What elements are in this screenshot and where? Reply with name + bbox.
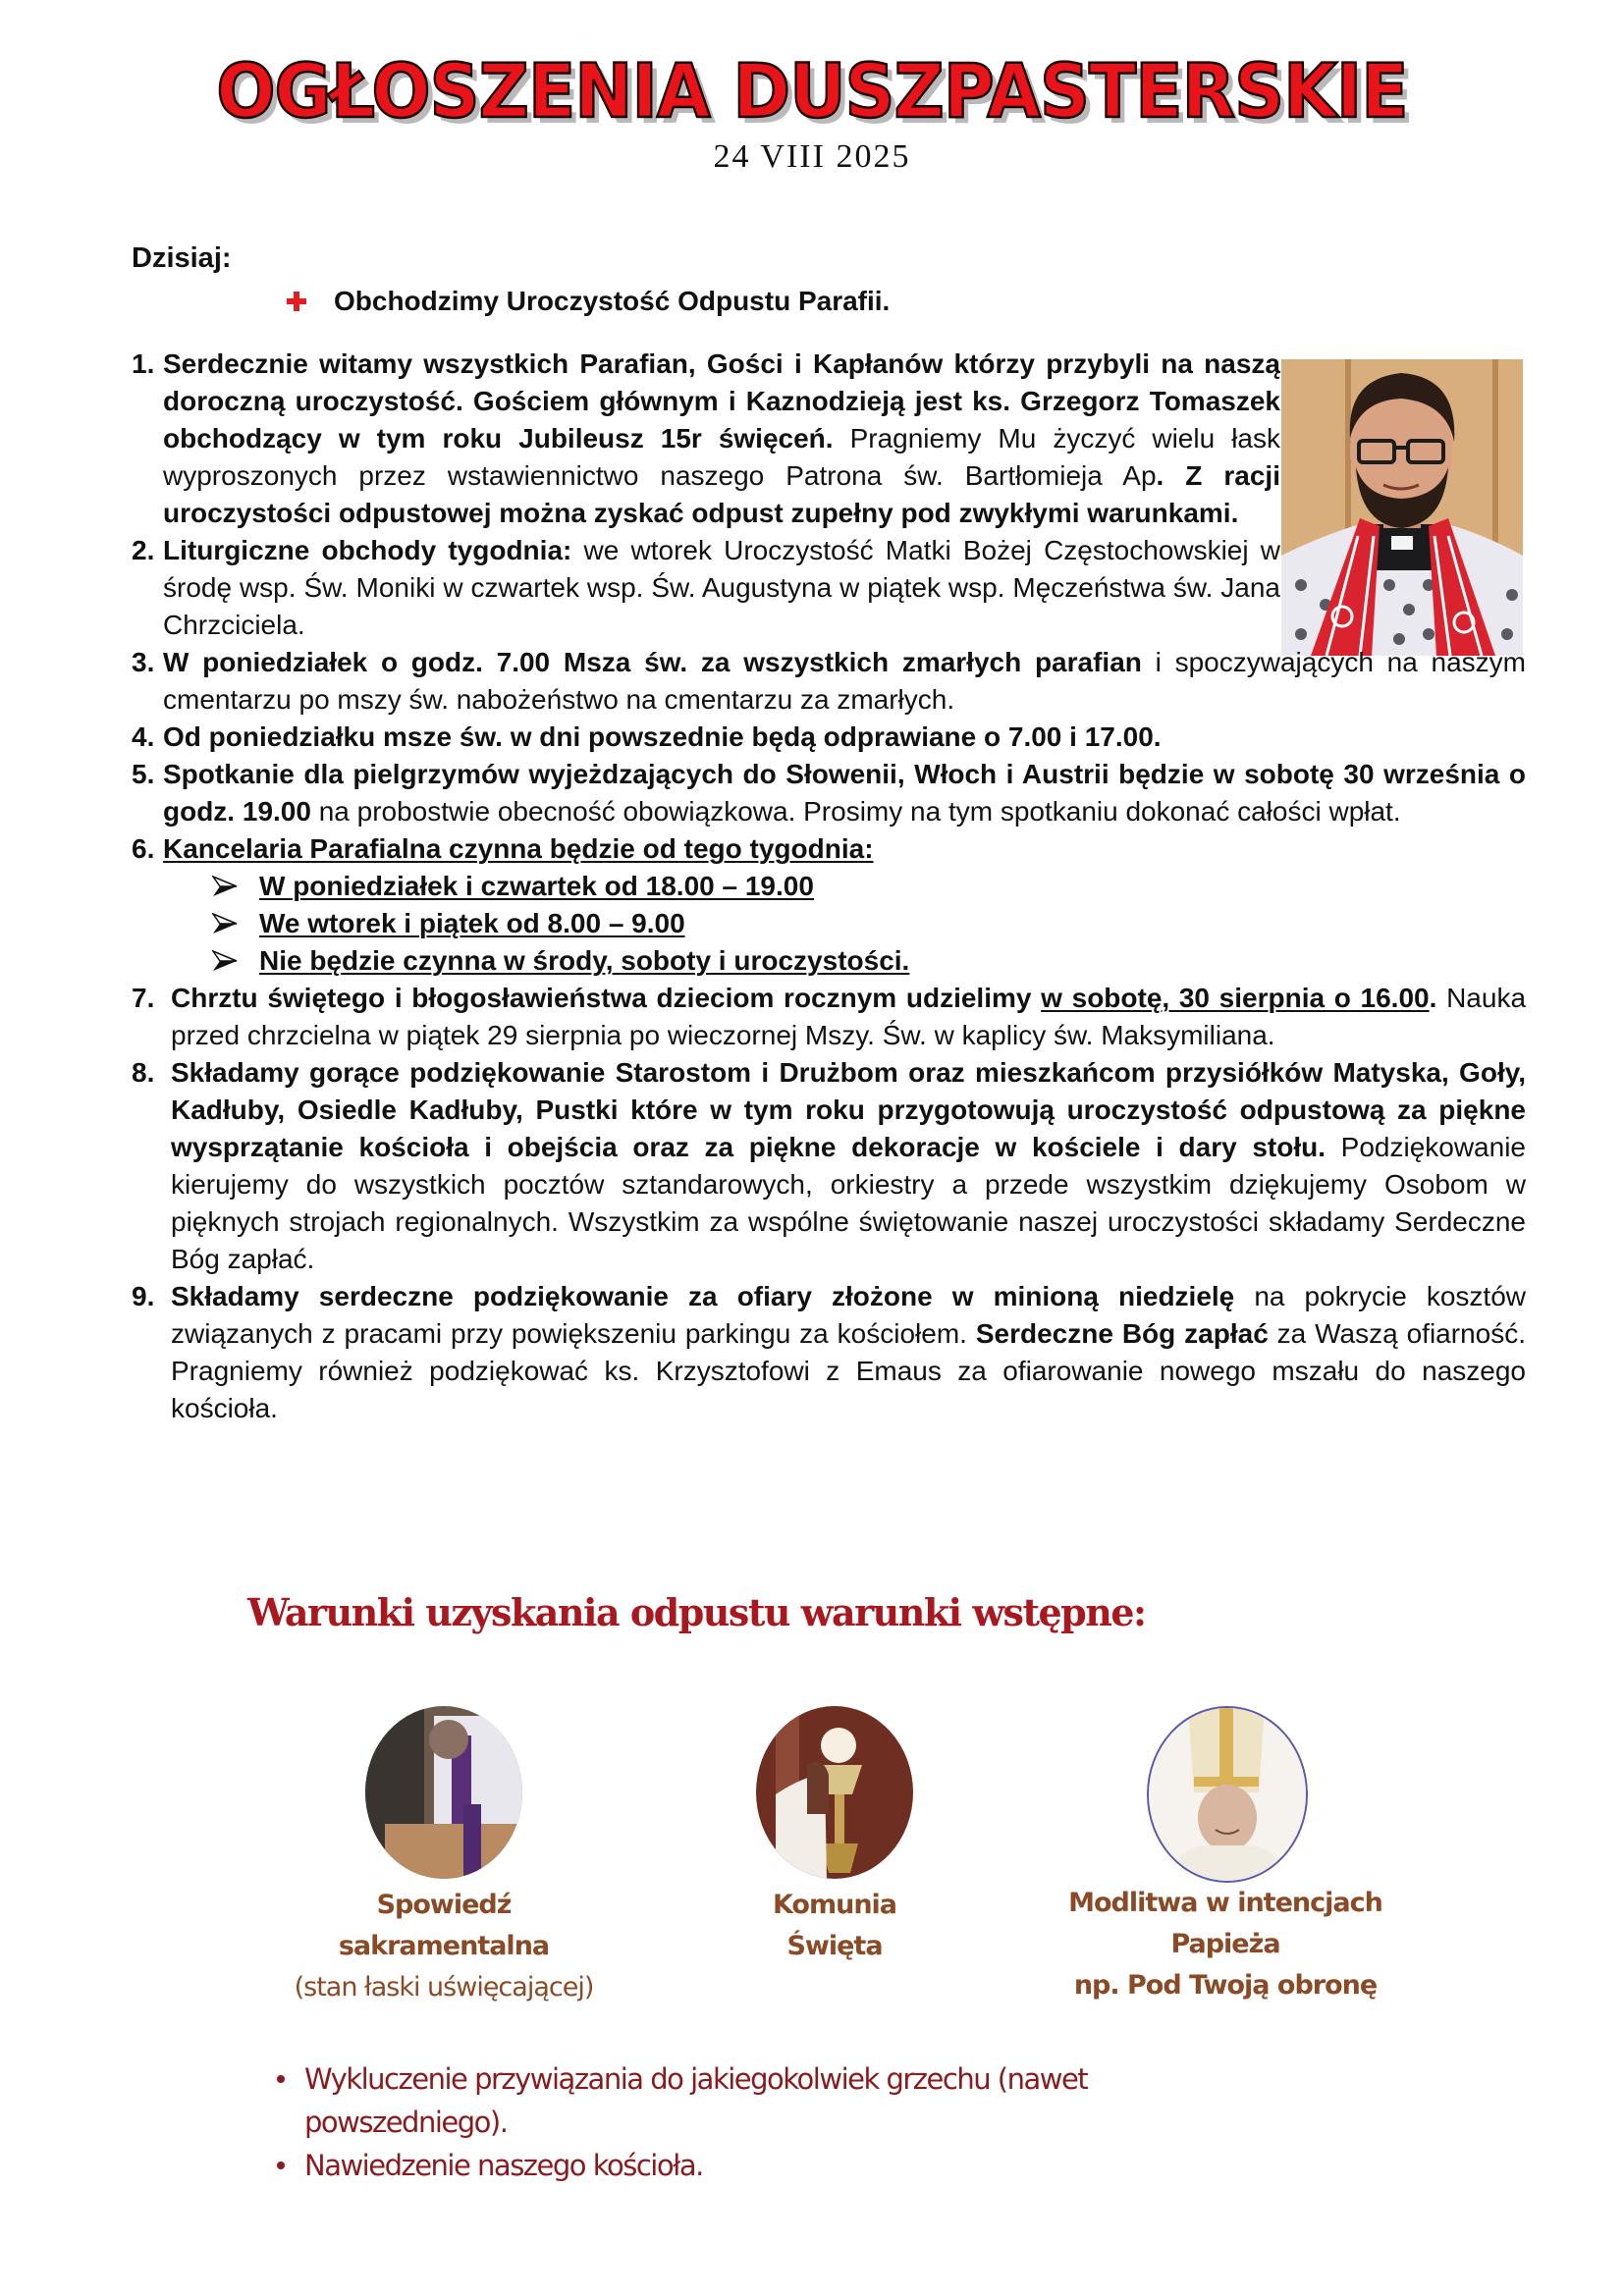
pope-photo (1147, 1706, 1308, 1883)
announcement-text: Składamy gorące podziękowanie Starostom i Drużbom oraz mieszkańcom przysiółków Matyska, Goły, Kadłuby, Osiedle Kadłuby, Pustki które w tym roku przygotowują uroczystość odpustową za piękne wysprzątanie kościoła i obejścia oraz za piękne dekoracje w kościele i dary stołu. (171, 1057, 1526, 1162)
requirement-item: Nawiedzenie naszego kościoła. (277, 2144, 1286, 2187)
announcement-text: Od poniedziałku msze św. w dni powszednie będą odprawiane o 7.00 i 17.00. (163, 721, 1162, 752)
announcement-text: we wtorek Uroczystość Matki Bożej Częstochowskiej w środę wsp. Św. Moniki w czwartek wsp. Św. Augustyna w piątek wsp. Męczeństwa św. Jana Chrzciciela. (163, 535, 1280, 640)
announcement-number: 7. (132, 983, 155, 1013)
today-announcement (287, 283, 1526, 320)
arrow-bullet-icon (212, 913, 238, 934)
condition-note: (stan łaski uświęcającej) (294, 1972, 594, 2002)
announcement-item (132, 532, 1280, 644)
announcement-text: w sobotę, 30 sierpnia o 16.00 (1041, 983, 1430, 1013)
office-hours-text: We wtorek i piątek od 8.00 – 9.00 (259, 908, 685, 938)
condition-note: np. Pod Twoją obronę (1073, 1970, 1378, 2001)
announcement-number: 4. (132, 721, 155, 752)
announcement-item (132, 719, 1526, 756)
condition-title-line1: Modlitwa w intencjach (1068, 1888, 1382, 1918)
today-text: Obchodzimy Uroczystość Odpustu Parafii. (334, 286, 891, 316)
announcement-number: 8. (132, 1057, 155, 1088)
office-hours-item (212, 905, 1526, 942)
announcement-text: i spoczywających na naszym cmentarzu po mszy św. nabożeństwo na cmentarzu za zmarłych. (163, 647, 1526, 715)
communion-photo (756, 1706, 913, 1879)
condition-title-line2: Święta (786, 1931, 883, 1961)
announcement-number: 1. (132, 348, 155, 379)
announcement-text: . Z racji uroczystości odpustowej można zyskać odpust zupełny pod zwykłymi warunkami. (163, 460, 1280, 528)
condition-title-line1: Spowiedź (376, 1890, 512, 1920)
announcement-text: na probostwie obecność obowiązkowa. Prosimy na tym spotkaniu dokonać całości wpłat. (310, 796, 1401, 827)
announcement-number: 9. (132, 1281, 155, 1311)
announcement-text: W poniedziałek o godz. 7.00 Msza św. za wszystkich zmarłych parafian (163, 647, 1142, 677)
announcement-number: 3. (132, 647, 155, 677)
office-hours-text: W poniedziałek i czwartek od 18.00 – 19.00 (259, 871, 814, 901)
office-hours-list (132, 868, 1526, 980)
announcement-item (132, 1054, 1526, 1278)
confession-photo (365, 1706, 522, 1879)
announcement-text: Spotkanie dla pielgrzymów wyjeżdzających do Słowenii, Włoch i Austrii będzie w sobotę 30 września o godz. 19.00 (163, 759, 1526, 827)
announcement-text: na pokrycie kosztów związanych z pracami przy powiększeniu parkingu za kościołem. (171, 1281, 1526, 1349)
announcement-text: Podziękowanie kierujemy do wszystkich pocztów sztandarowych, orkiestry a przede wszystkim dziękujemy Osobom w pięknych strojach regionalnych. Wszystkim za wspólne świętowanie naszej uroczystości składamy Serdeczne Bóg zapłać. (171, 1132, 1526, 1274)
announcement-text: Pragniemy Mu życzyć wielu łask wyproszonych przez wstawiennictwo naszego Patrona św. Bartłomieja Ap (163, 423, 1280, 491)
announcement-item (132, 756, 1526, 830)
requirement-item: Wykluczenie przywiązania do jakiegokolwiek grzechu (nawet powszedniego). (277, 2057, 1286, 2144)
announcement-text: Serdecznie witamy wszystkich Parafian, Gości i Kapłanów którzy przybyli na naszą doroczną uroczystość. Gościem głównym i Kaznodzieją jest ks. Grzegorz Tomaszek obchodzący w tym roku Jubileusz 15r święceń. (163, 348, 1280, 454)
announcement-item (132, 346, 1280, 532)
confession-image (365, 1706, 522, 1879)
office-hours-item (212, 942, 1526, 980)
pope-image (1149, 1708, 1306, 1881)
today-label: Dzisiaj: (132, 242, 232, 274)
announcement-item (132, 1278, 1526, 1427)
announcement-item (132, 980, 1526, 1054)
announcement-text: Chrztu świętego i błogosławieństwa dzieciom rocznym udzielimy (171, 983, 1042, 1013)
announcement-number: 6. (132, 833, 155, 864)
condition-confession (257, 1885, 630, 2008)
page-title: OGŁOSZENIA DUSZPASTERSKIE (216, 47, 1408, 134)
indulgence-requirements (277, 2057, 1286, 2187)
arrow-bullet-icon (212, 950, 238, 972)
announcements-list (132, 346, 1526, 1427)
announcement-text: Składamy serdeczne podziękowanie za ofiary złożone w minioną niedzielę (171, 1281, 1235, 1311)
announcement-number: 5. (132, 759, 155, 789)
page-date: 24 VIII 2025 (713, 138, 911, 175)
condition-prayer (1029, 1883, 1422, 2006)
announcement-text: za Waszą ofiarność. Pragniemy również podziękować ks. Krzysztofowi z Emaus za ofiarowanie nowego mszału do naszego kościoła. (171, 1318, 1526, 1423)
announcement-item (132, 830, 1526, 868)
condition-title-line1: Komunia (772, 1890, 897, 1920)
arrow-bullet-icon (212, 876, 238, 897)
announcement-text: Serdeczne Bóg zapłać (975, 1318, 1269, 1349)
condition-title-line2: Papieża (1170, 1929, 1280, 1959)
announcement-item (132, 644, 1526, 719)
announcement-text: Kancelaria Parafialna czynna będzie od tego tygodnia: (163, 833, 874, 864)
office-hours-text: Nie będzie czynna w środy, soboty i uroczystości. (259, 945, 910, 976)
announcement-text: Liturgiczne obchody tygodnia: (163, 535, 572, 565)
condition-title-line2: sakramentalna (338, 1931, 550, 1961)
announcements-body (132, 240, 1526, 1427)
red-cross-icon (287, 292, 306, 311)
announcement-number: 2. (132, 535, 155, 565)
indulgence-title: Warunki uzyskania odpustu warunki wstępne: (247, 1590, 1146, 1634)
condition-communion (648, 1885, 1021, 1967)
announcement-text: . (1429, 983, 1437, 1013)
announcement-text: Nauka przed chrzcielna w piątek 29 sierpnia po wieczornej Mszy. Św. w kaplicy św. Maksymiliana. (171, 983, 1527, 1050)
office-hours-item (212, 868, 1526, 905)
communion-image (756, 1706, 913, 1879)
